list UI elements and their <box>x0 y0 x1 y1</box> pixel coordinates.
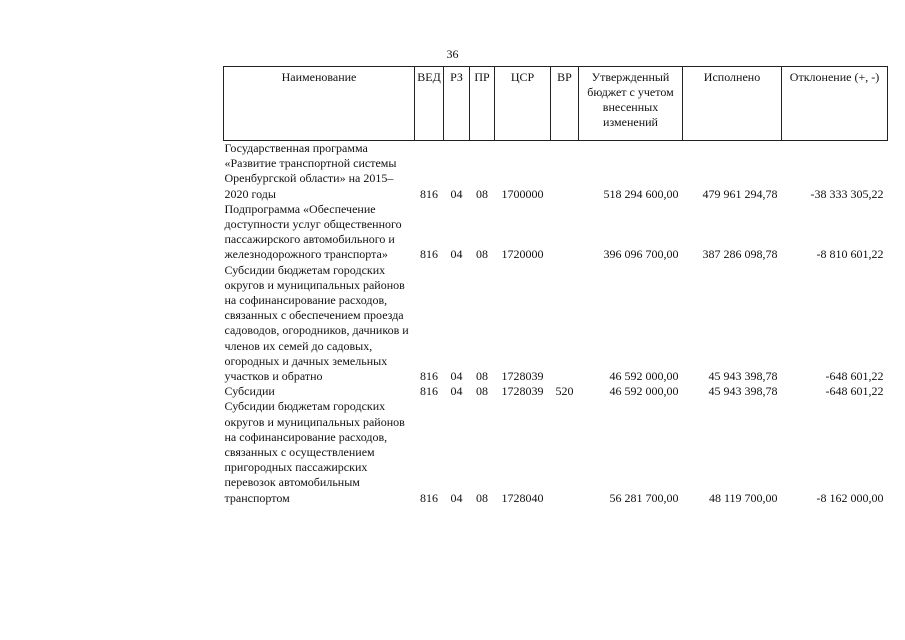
header-deviation: Отклонение (+, -) <box>782 67 888 141</box>
row-vr <box>551 202 579 263</box>
row-rz: 04 <box>450 384 463 399</box>
row-csr: 1728039 <box>501 369 544 384</box>
row-ved: 816 <box>420 247 438 262</box>
table-row <box>224 384 888 399</box>
row-csr: 1728040 <box>501 490 544 505</box>
header-ved: ВЕД <box>415 67 444 141</box>
table-row <box>224 399 888 505</box>
table-header <box>224 67 888 141</box>
row-approved: 46 592 000,00 <box>609 384 679 399</box>
row-deviation: -8 810 601,22 <box>816 247 884 262</box>
row-rz: 04 <box>450 490 463 505</box>
row-csr: 1700000 <box>501 186 544 201</box>
row-name: Субсидии бюджетам городских округов и муниципальных районов на софинансирование расходов, связанных с обеспечением проезда садоводов, огородников, дачников и членов их семей до садовых, огородных и дачных земельных участков и обратно <box>224 262 409 384</box>
row-deviation: -648 601,22 <box>825 369 884 384</box>
row-name: Государственная программа «Развитие транспортной системы Оренбургской области» на 2015–2020 годы <box>224 141 397 201</box>
header-pr: ПР <box>470 67 495 141</box>
row-deviation: -8 162 000,00 <box>816 490 884 505</box>
row-ved: 816 <box>420 384 438 399</box>
row-executed: 45 943 398,78 <box>708 384 778 399</box>
page-number: 36 <box>446 47 459 61</box>
row-executed: 387 286 098,78 <box>702 247 778 262</box>
row-deviation: -38 333 305,22 <box>810 186 884 201</box>
row-pr: 08 <box>476 369 488 384</box>
row-name: Субсидии бюджетам городских округов и муниципальных районов на софинансирование расходов, связанных с осуществлением пригородных пассажирских перевозок автомобильным транспортом <box>224 399 405 505</box>
table-row <box>224 263 888 385</box>
row-csr: 1720000 <box>501 247 544 262</box>
row-approved: 396 096 700,00 <box>603 247 679 262</box>
row-approved: 46 592 000,00 <box>609 369 679 384</box>
header-rz: РЗ <box>444 67 470 141</box>
row-ved: 816 <box>420 369 438 384</box>
row-csr: 1728039 <box>501 384 544 399</box>
row-rz: 04 <box>450 247 463 262</box>
row-name: Подпрограмма «Обеспечение доступности услуг общественного пассажирского автомобильного и железнодорожного транспорта» <box>224 201 402 262</box>
row-name: Субсидии <box>224 384 275 399</box>
row-approved: 518 294 600,00 <box>603 186 679 201</box>
row-vr: 520 <box>555 384 574 399</box>
row-ved: 816 <box>420 186 438 201</box>
row-pr: 08 <box>476 186 488 201</box>
row-executed: 479 961 294,78 <box>702 186 778 201</box>
header-approved: Утвержденный бюджет с учетом внесенных изменений <box>579 67 683 141</box>
header-csr: ЦСР <box>495 67 551 141</box>
table-row <box>224 202 888 263</box>
row-deviation: -648 601,22 <box>825 384 884 399</box>
row-approved: 56 281 700,00 <box>609 490 679 505</box>
table-body <box>224 141 888 506</box>
row-vr <box>551 399 579 505</box>
row-pr: 08 <box>476 490 488 505</box>
row-executed: 48 119 700,00 <box>708 490 778 505</box>
header-row <box>224 67 888 141</box>
row-pr: 08 <box>476 384 488 399</box>
budget-table <box>223 66 888 506</box>
row-executed: 45 943 398,78 <box>708 369 778 384</box>
row-pr: 08 <box>476 247 488 262</box>
row-vr <box>551 141 579 202</box>
header-name: Наименование <box>224 67 415 141</box>
header-executed: Исполнено <box>683 67 782 141</box>
table-row <box>224 141 888 202</box>
row-vr <box>551 263 579 385</box>
header-vr: ВР <box>551 67 579 141</box>
row-rz: 04 <box>450 186 463 201</box>
row-ved: 816 <box>420 490 438 505</box>
row-rz: 04 <box>450 369 463 384</box>
